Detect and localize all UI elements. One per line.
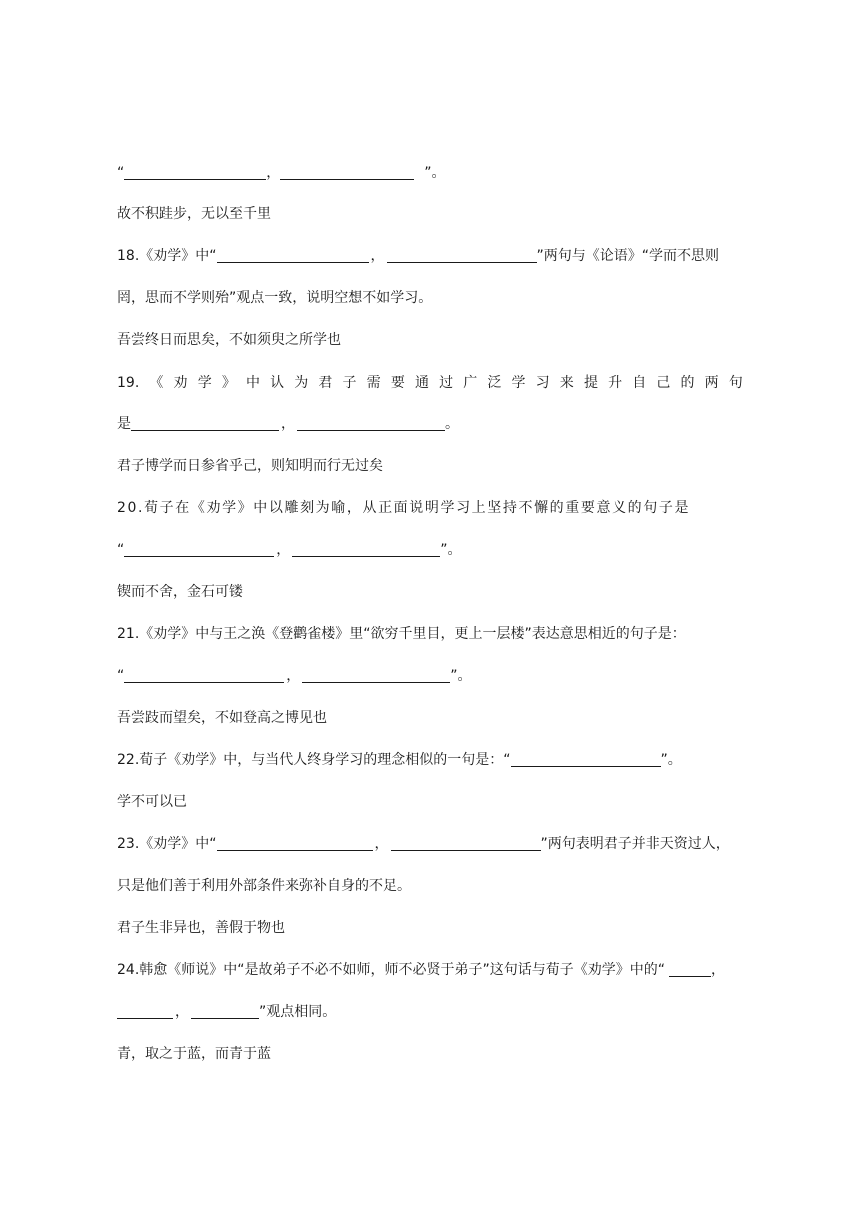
q20-blank-2[interactable] bbox=[292, 542, 440, 557]
q19-question: 19. 《 劝 学 》 中 认 为 君 子 需 要 通 过 广 泛 学 习 来 提 升 自 己 的 两 句 bbox=[117, 375, 743, 391]
q21-blank-line: “ ， ”。 bbox=[117, 668, 472, 684]
q22-question: 22.荀子《劝学》中，与当代人终身学习的理念相似的一句是：“ ”。 bbox=[117, 752, 682, 768]
q23-question-cont: 只是他们善于利用外部条件来弥补自身的不足。 bbox=[117, 878, 411, 894]
q17-blank-1[interactable] bbox=[124, 165, 266, 180]
q18-blank-2[interactable] bbox=[387, 248, 537, 263]
q20-blank-1[interactable] bbox=[124, 542, 274, 557]
q21-answer: 吾尝跂而望矣，不如登高之博见也 bbox=[117, 710, 327, 726]
q19-blank-1[interactable] bbox=[131, 416, 279, 431]
q18-answer: 吾尝终日而思矣，不如须臾之所学也 bbox=[117, 332, 341, 348]
q23-blank-1[interactable] bbox=[217, 836, 373, 851]
q22-blank-1[interactable] bbox=[511, 752, 661, 767]
q20-blank-line: “ ， ”。 bbox=[117, 542, 462, 558]
q20-question: 20.荀子在《劝学》中以雕刻为喻，从正面说明学习上坚持不懈的重要意义的句子是 bbox=[117, 500, 691, 516]
q23-question: 23.《劝学》中“ ， ”两句表明君子并非天资过人， bbox=[117, 836, 730, 852]
q21-question: 21.《劝学》中与王之涣《登鹳雀楼》里“欲穷千里目，更上一层楼”表达意思相近的句子是： bbox=[117, 626, 686, 642]
q24-answer: 青，取之于蓝，而青于蓝 bbox=[117, 1046, 271, 1062]
q23-blank-2[interactable] bbox=[391, 836, 541, 851]
q24-question: 24.韩愈《师说》中“是故弟子不必不如师，师不必贤于弟子”这句话与荀子《劝学》中的“ ， bbox=[117, 962, 726, 978]
q20-answer: 锲而不舍，金石可镂 bbox=[117, 584, 243, 600]
q18-question: 18.《劝学》中“ ， ”两句与《论语》“学而不思则 bbox=[117, 248, 720, 264]
q23-answer: 君子生非异也，善假于物也 bbox=[117, 920, 285, 936]
q18-blank-1[interactable] bbox=[217, 248, 369, 263]
q17-blank-2[interactable] bbox=[280, 165, 414, 180]
q19-blank-line: 是 ， 。 bbox=[117, 416, 459, 432]
q24-blank-line: ， ”观点相同。 bbox=[117, 1002, 743, 1022]
q17-blank-line: “ ， ”。 bbox=[117, 165, 446, 181]
q19-answer: 君子博学而日参省乎己，则知明而行无过矣 bbox=[117, 458, 383, 474]
q24-blank-3[interactable] bbox=[191, 1004, 259, 1019]
q22-answer: 学不可以已 bbox=[117, 794, 187, 810]
q21-blank-1[interactable] bbox=[124, 668, 284, 683]
q19-blank-2[interactable] bbox=[297, 416, 445, 431]
q18-question-cont: 罔，思而不学则殆”观点一致，说明空想不如学习。 bbox=[117, 290, 433, 306]
q24-blank-1[interactable] bbox=[669, 962, 711, 977]
q24-blank-2[interactable] bbox=[117, 1004, 173, 1019]
q17-answer: 故不积跬步，无以至千里 bbox=[117, 206, 271, 222]
q21-blank-2[interactable] bbox=[302, 668, 450, 683]
